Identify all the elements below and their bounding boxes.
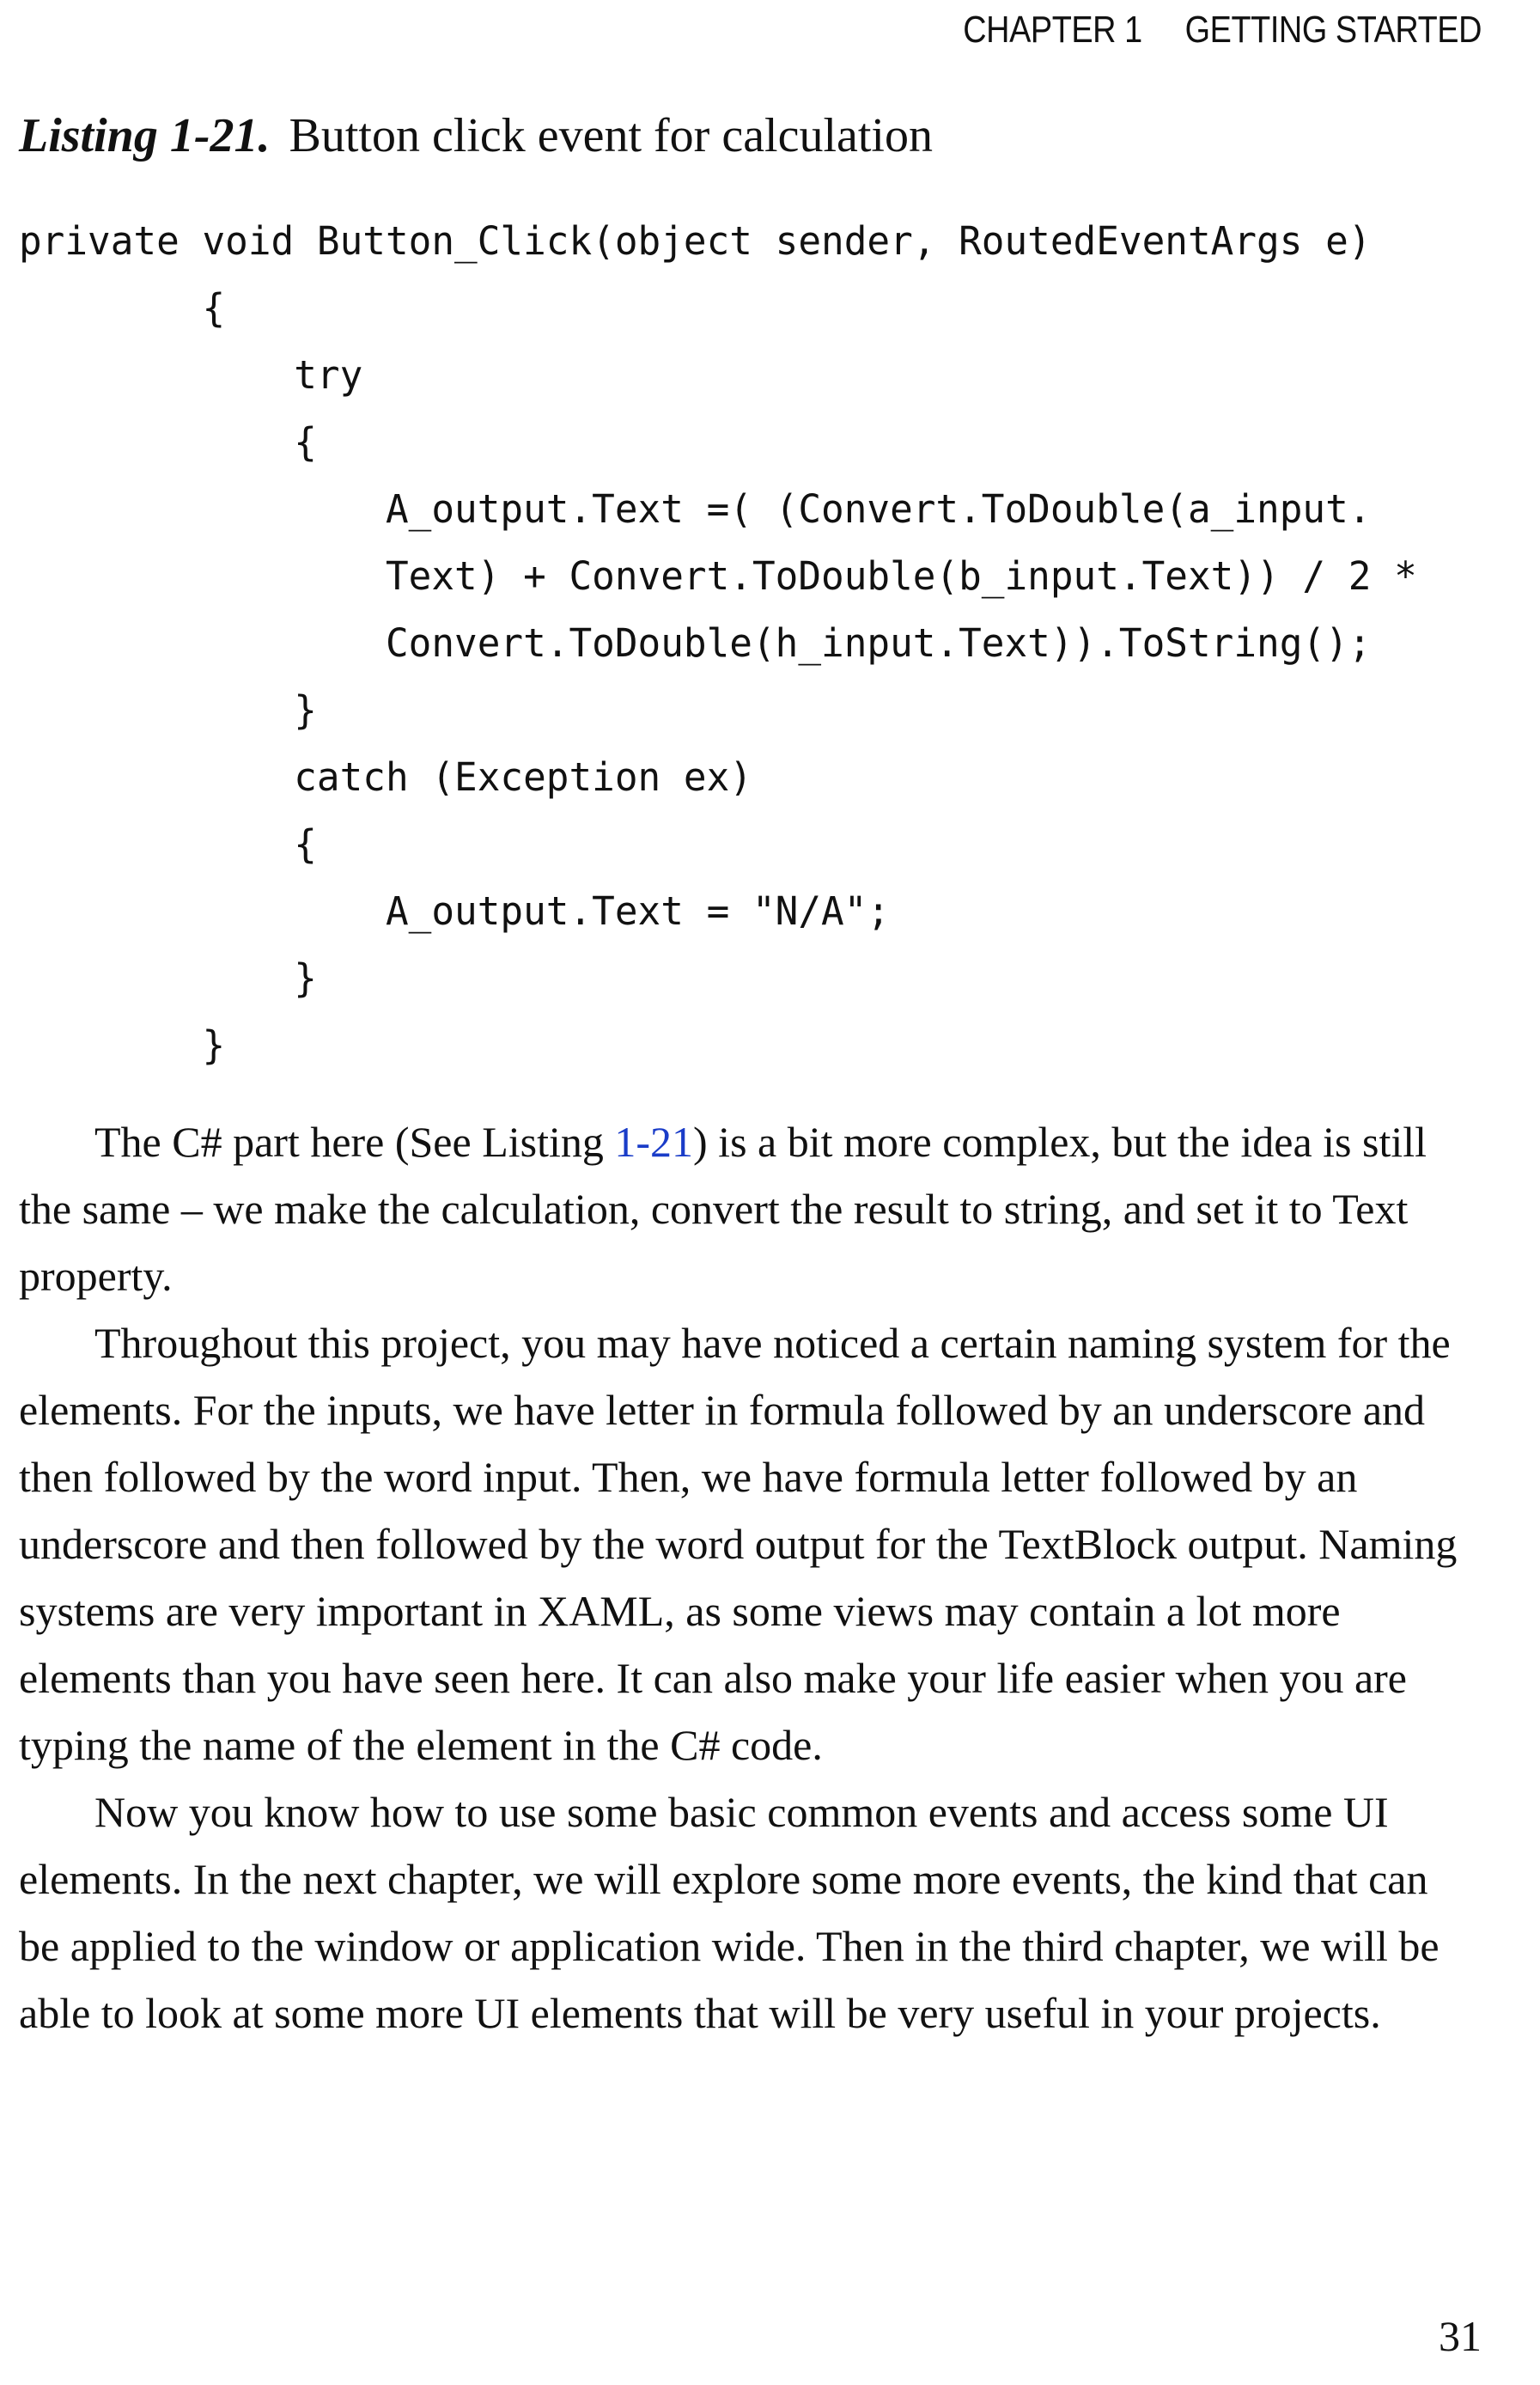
code-line: try: [19, 352, 363, 398]
code-line: Text) + Convert.ToDouble(b_input.Text)) / 2 *: [19, 553, 1417, 599]
listing-title: Button click event for calculation: [289, 109, 933, 162]
code-line: }: [19, 955, 317, 1001]
listing-number: Listing 1-21.: [19, 109, 271, 162]
paragraph-3: Now you know how to use some basic common events and access some UI elements. In the next chapter, we will explore some more events, the kind that can be applied to the window or application wide. Then in the third chapter, we will be able to look at some more UI elements that will be very useful in your projects.: [19, 1788, 1440, 2037]
code-line: }: [19, 687, 317, 733]
code-line: {: [19, 821, 317, 867]
paragraph-1-start: The C# part here (See Listing: [94, 1118, 615, 1166]
code-line: private void Button_Click(object sender, RoutedEventArgs e): [19, 218, 1372, 264]
listing-reference-link[interactable]: 1-21: [614, 1118, 694, 1166]
running-header: [963, 9, 1482, 52]
paragraph-1: [19, 1108, 1479, 1309]
listing-caption: [19, 108, 933, 163]
section-label: GETTING STARTED: [1184, 9, 1482, 51]
chapter-label: CHAPTER 1: [963, 9, 1142, 51]
code-line: A_output.Text =( (Convert.ToDouble(a_input.: [19, 486, 1372, 532]
code-line: {: [19, 285, 226, 331]
code-line: A_output.Text = "N/A";: [19, 888, 891, 934]
paragraph-2: Throughout this project, you may have noticed a certain naming system for the elements. For the inputs, we have letter in formula followed by an underscore and then followed by the word input. Then, we have formula letter followed by an underscore and then followed by the word output for the TextBlock output. Naming systems are very important in XAML, as some views may contain a lot more elements than you have seen here. It can also make your life easier when you are typing the name of the element in the C# code.: [19, 1319, 1458, 1769]
code-block: [19, 208, 1417, 1079]
paragraph-1-end: ) is a bit more complex, but the idea is still the same – we make the calculation, convert the result to string, and set it to Text property.: [19, 1118, 1427, 1300]
code-line: }: [19, 1022, 226, 1068]
code-line: {: [19, 419, 317, 465]
code-line: catch (Exception ex): [19, 754, 752, 800]
page-number: 31: [1439, 2312, 1482, 2360]
body-text: [19, 1108, 1479, 2046]
code-line: Convert.ToDouble(h_input.Text)).ToString();: [19, 620, 1372, 666]
